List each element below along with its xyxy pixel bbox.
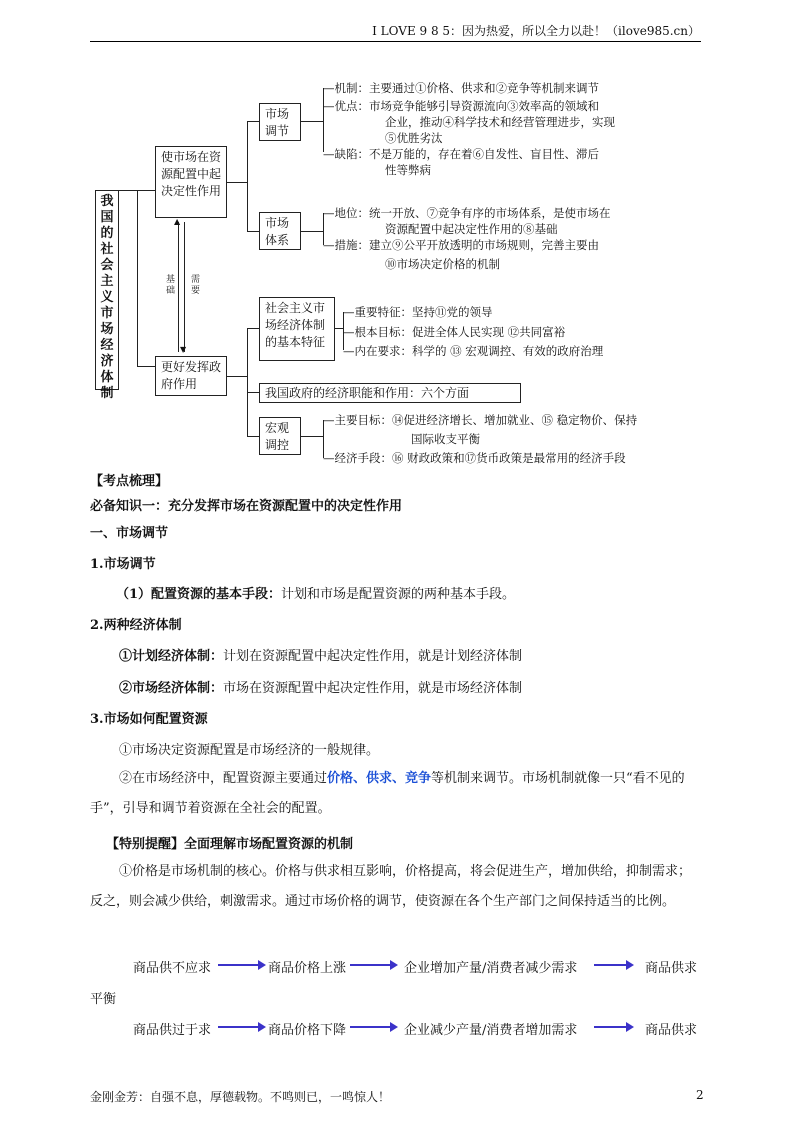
chain2-step3: 企业减少产量/消费者增加需求 (404, 1023, 578, 1038)
chain2-step4: 商品供求 (645, 1023, 698, 1038)
header-divider (90, 41, 701, 42)
connector (119, 190, 137, 191)
connector (247, 121, 259, 122)
text-mechanism: —机制：主要通过①价格、供求和②竞争等机制来调节 (323, 81, 599, 95)
highlight-text: 价格、供求、竞争 (327, 771, 432, 786)
connector (137, 190, 155, 191)
term-label: （1）配置资源的基本手段： (116, 587, 282, 602)
connector (335, 328, 343, 329)
text-defect-2: 性等弊病 (385, 163, 431, 177)
node-market-system: 市场体系 (259, 212, 301, 250)
label-basis: 基础 (166, 275, 176, 296)
text-feature-1: —重要特征：坚持⑪党的领导 (343, 305, 493, 319)
paragraph-1 (116, 583, 515, 602)
tip-label: 【特别提醒】 (106, 837, 185, 852)
connector (301, 121, 323, 122)
connector (247, 392, 259, 393)
arrow-icon (218, 964, 260, 966)
text-goal-2: 国际收支平衡 (411, 432, 480, 446)
term-text: 计划和市场是配置资源的两种基本手段。 (281, 587, 516, 602)
tip-heading (106, 833, 353, 852)
text-defect-1: —缺陷：不是万能的，存在着⑥自发性、盲目性、滞后 (323, 147, 599, 161)
connector (301, 436, 323, 437)
text: 等机制来调节。市场机制就像一只“看不见的手”，引导和调节着资源在全社会的配置。 (90, 771, 685, 816)
connector (137, 366, 155, 367)
text-advantage-2: 企业，推动④科学技术和经营管理进步，实现 (385, 115, 615, 129)
section-review-title: 【考点梳理】 (90, 474, 169, 489)
subheading-3: 3.市场如何配置资源 (90, 712, 208, 727)
arrow-head-up: ▲ (174, 217, 181, 226)
arrow-icon (350, 964, 392, 966)
text-advantage-1: —优点：市场竞争能够引导资源流向③效率高的领域和 (323, 99, 599, 113)
connector (247, 328, 248, 436)
paragraph-2b (119, 677, 522, 696)
connector (247, 328, 259, 329)
connector (247, 121, 248, 231)
connector (137, 190, 138, 366)
node-gov-functions: 我国政府的经济职能和作用：六个方面 (259, 383, 521, 403)
paragraph-2a (119, 645, 522, 664)
node-macro-control: 宏观调控 (259, 417, 301, 455)
arrow-icon (218, 1026, 260, 1028)
chain2-step1: 商品供过于求 (133, 1023, 212, 1038)
chain2-step2: 商品价格下降 (268, 1023, 347, 1038)
paragraph-tip: ①价格是市场机制的核心。价格与供求相互影响，价格提高，将会促进生产，增加供给，抑制需求；反之，则会减少供给，刺激需求。通过市场价格的调节，使资源在各个生产部门之间保持适当的比例。 (90, 864, 692, 909)
text: ②在市场经济中，配置资源主要通过 (119, 771, 328, 786)
connector (227, 182, 247, 183)
arrow-icon (594, 964, 628, 966)
page-footer: 金刚金芳：自强不息，厚德载物。不鸣则已，一鸣惊人！ (90, 1090, 391, 1104)
label-need: 需要 (191, 275, 201, 296)
subheading-2: 2.两种经济体制 (90, 618, 182, 633)
node-government-role: 更好发挥政府作用 (155, 356, 227, 396)
text-means: —经济手段：⑯ 财政政策和⑰货币政策是最常用的经济手段 (323, 451, 626, 465)
text-feature-2: —根本目标：促进全体人民实现 ⑫共同富裕 (343, 325, 566, 339)
root-node: 我国的社会主义市场经济体制 (95, 190, 119, 390)
node-market-decisive: 使市场在资源配置中起决定性作用 (155, 146, 227, 218)
text-measure-2: ⑩市场决定价格的机制 (385, 257, 500, 271)
chain1-tail: 平衡 (90, 992, 117, 1007)
subheading-1: 1.市场调节 (90, 557, 156, 572)
arrow-icon (350, 1026, 392, 1028)
arrow-basis (178, 222, 179, 352)
arrow-head-down: ▼ (180, 345, 187, 354)
text-position-2: 资源配置中起决定性作用的⑧基础 (385, 222, 558, 236)
chain1-step1: 商品供不应求 (133, 961, 212, 976)
term-label: ①计划经济体制： (119, 649, 224, 664)
text-position-1: —地位：统一开放、⑦竞争有序的市场体系，是使市场在 (323, 206, 611, 220)
connector (247, 436, 259, 437)
text-goal-1: —主要目标：⑭促进经济增长、增加就业、⑮ 稳定物价、保持 (323, 413, 638, 427)
term-text: 市场在资源配置中起决定性作用，就是市场经济体制 (223, 681, 523, 696)
arrow-need (184, 222, 185, 352)
chain1-step2: 商品价格上涨 (268, 961, 347, 976)
knowledge-point-title: 必备知识一：充分发挥市场在资源配置中的决定性作用 (90, 499, 403, 514)
text-advantage-3: ⑤优胜劣汰 (385, 131, 443, 145)
paragraph-3b (90, 764, 702, 824)
tip-title: 全面理解市场配置资源的机制 (184, 837, 354, 852)
connector (227, 376, 247, 377)
arrow-icon (594, 1026, 628, 1028)
term-text: 计划在资源配置中起决定性作用，就是计划经济体制 (223, 649, 523, 664)
section-heading: 一、市场调节 (90, 526, 169, 541)
node-market-regulation: 市场调节 (259, 103, 301, 141)
connector (247, 231, 259, 232)
chain1-step4: 商品供求 (645, 961, 698, 976)
text-feature-3: —内在要求：科学的 ⑬ 宏观调控、有效的政府治理 (343, 344, 604, 358)
node-basic-features: 社会主义市场经济体制的基本特征 (259, 297, 335, 361)
paragraph-3a: ①市场决定资源配置是市场经济的一般规律。 (119, 743, 380, 758)
chain1-step3: 企业增加产量/消费者减少需求 (404, 961, 578, 976)
page-number: 2 (696, 1088, 704, 1102)
term-label: ②市场经济体制： (119, 681, 224, 696)
page-header: I LOVE 9 8 5：因为热爱，所以全力以赴！（ilove985.cn） (372, 24, 700, 38)
text-measure-1: —措施：建立⑨公平开放透明的市场规则，完善主要由 (323, 238, 599, 252)
connector (301, 231, 323, 232)
